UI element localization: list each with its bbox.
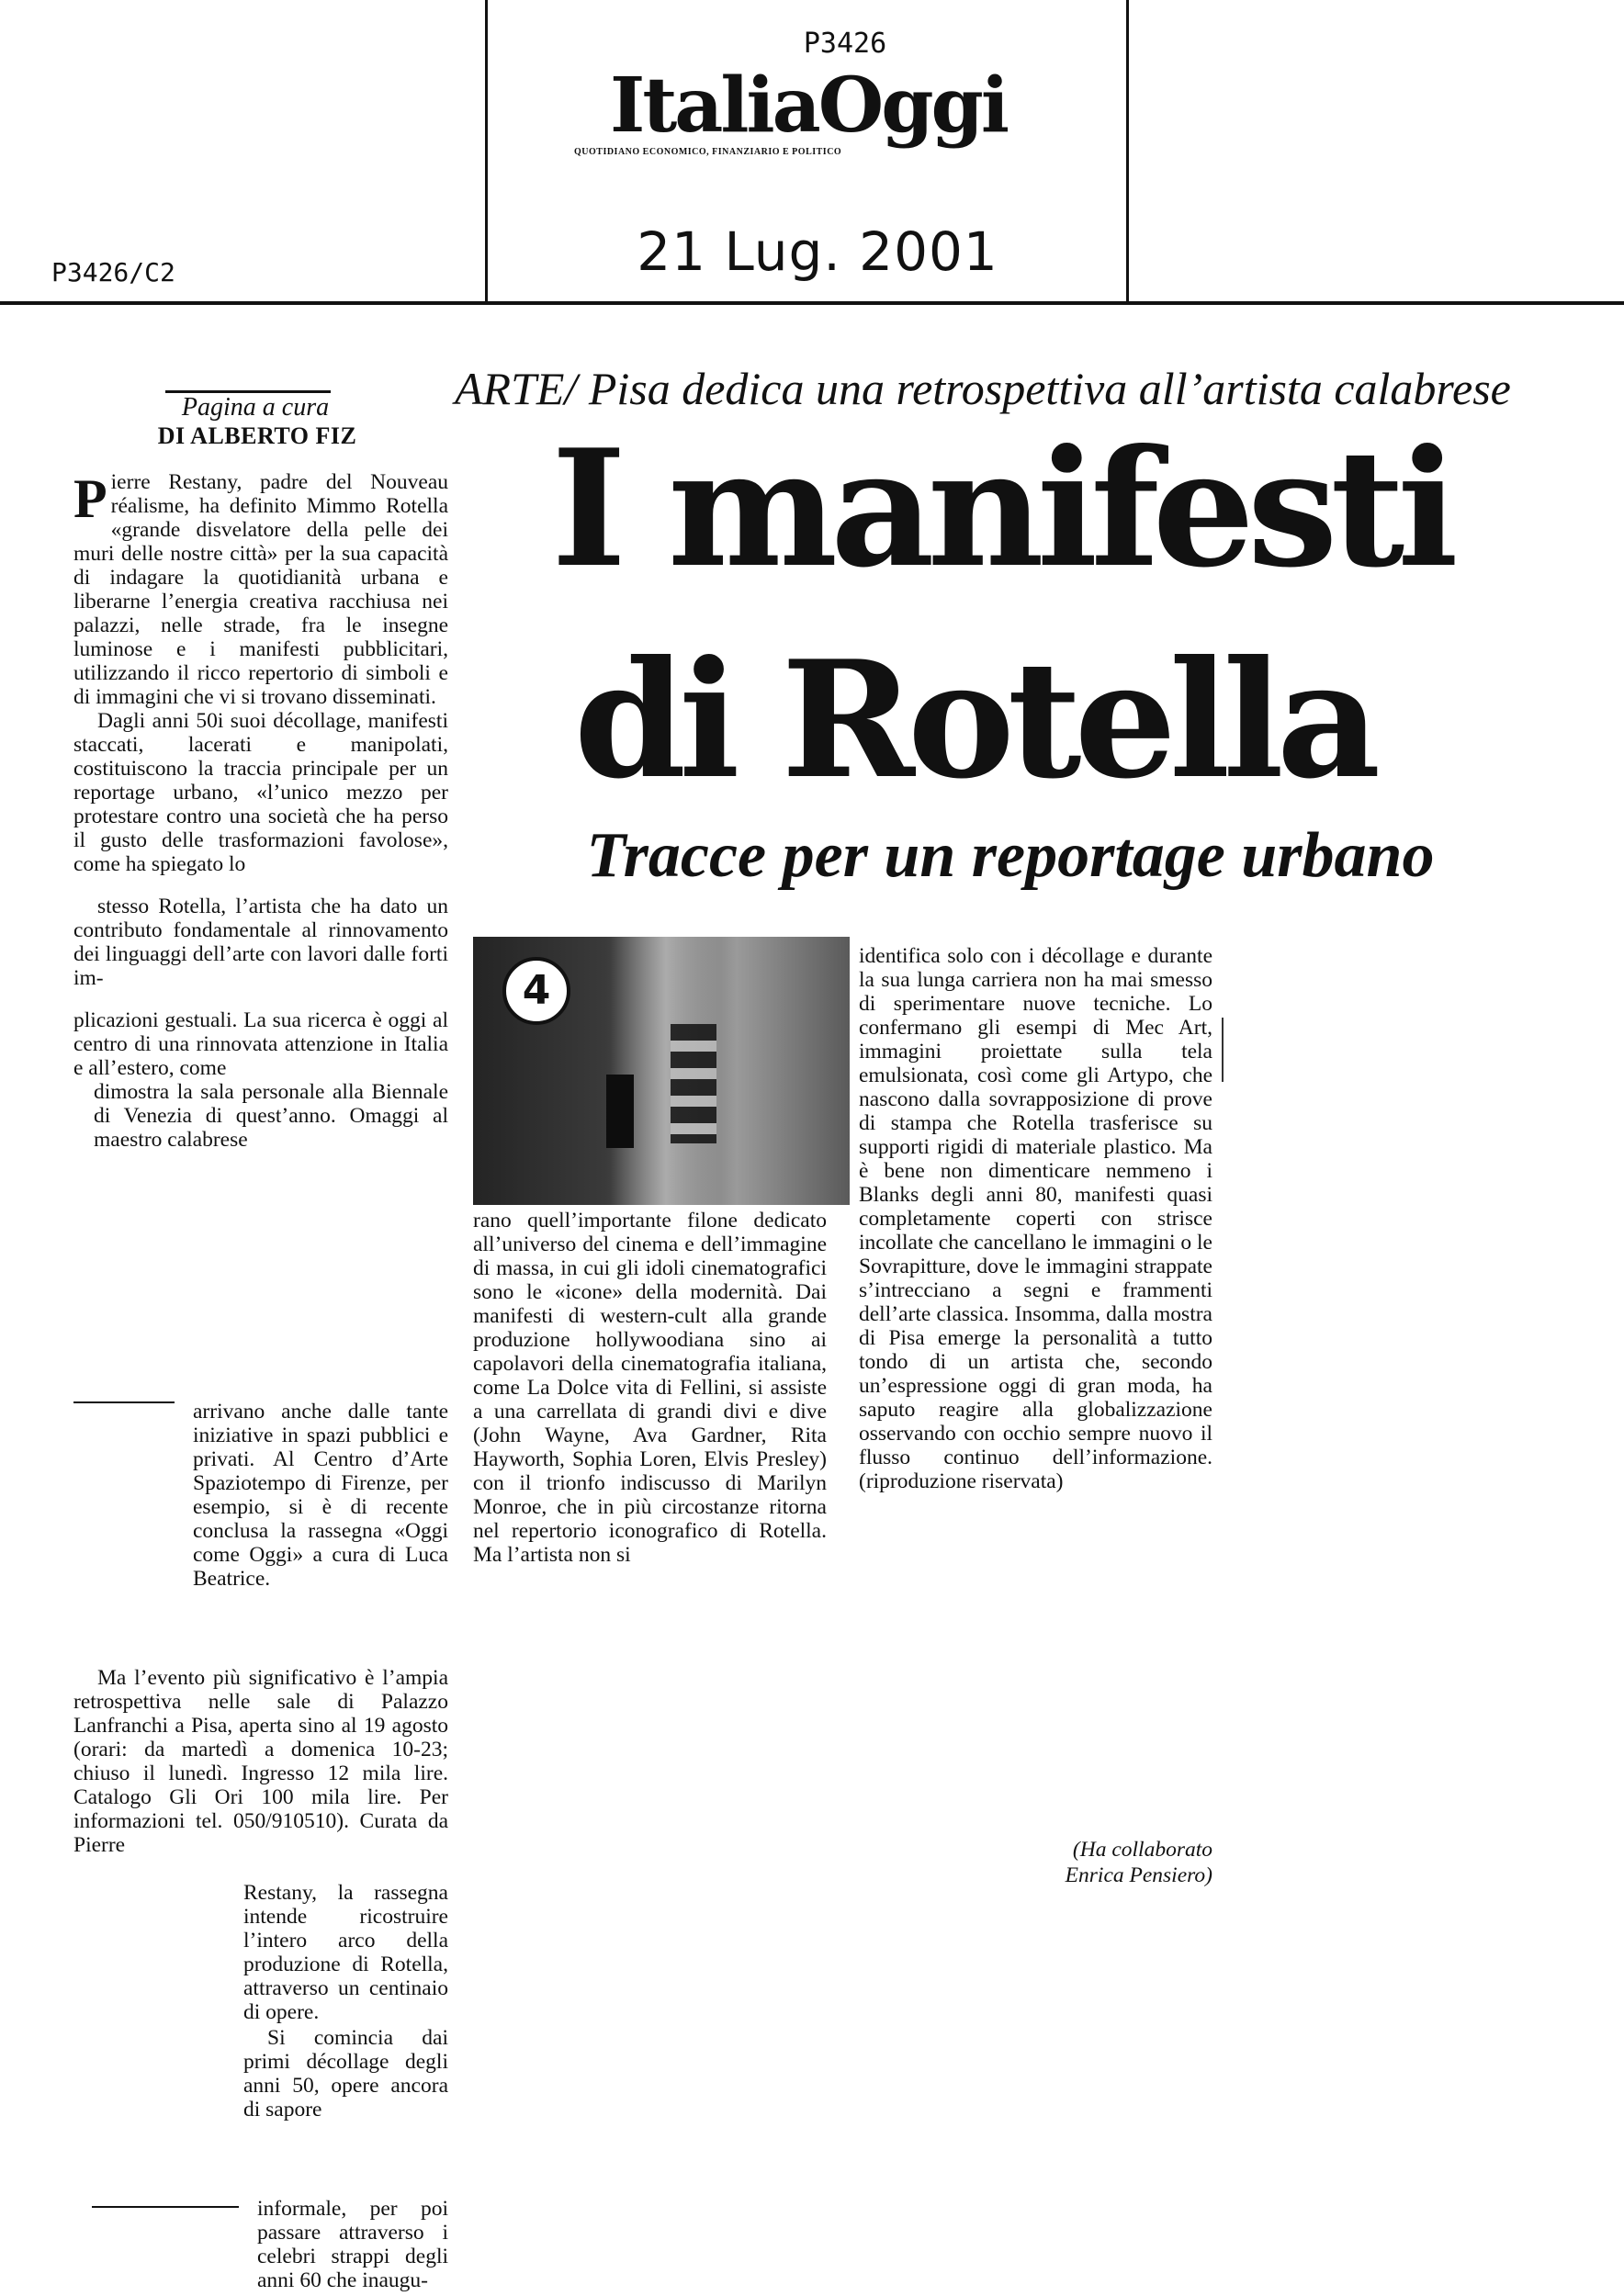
newspaper-logo: ItaliaOggi (609, 62, 1008, 150)
header-divider-left (485, 0, 488, 303)
paragraph: Ma l’evento più significativo è l’ampia retrospettiva nelle sale di Palazzo Lanfranchi a Pisa, aperta sino al 19 agosto (orari: da martedì a domenica 10-23; chiuso il lunedì. Ingresso 12 mila lire. Catalogo Gli Ori 100 mila lire. Per informazioni tel. 050/910510). Curata da Pierre (73, 1666, 448, 1857)
photo-shadow-shape (606, 1075, 634, 1148)
article-kicker: ARTE/ Pisa dedica una retrospettiva all’artista calabrese (455, 363, 1511, 414)
column-2 (473, 1209, 827, 1567)
credit (974, 1837, 1212, 1888)
article-title-line1: I manifesti (551, 415, 1451, 603)
paragraph: stesso Rotella, l’artista che ha dato un contributo fondamentale al rinnovamento dei linguaggi dell’arte con lavori dalle forti im- (73, 895, 448, 990)
paragraph: Pierre Restany, padre del Nouveau réalisme, ha definito Mimmo Rotella «grande disvelatore della pelle dei muri delle nostre città» per la sua capacità di indagare la quotidianità urbana e liberarne l’energia creativa racchiusa nei palazzi, nelle strade, fra le insegne luminose e i manifesti pubblicitari, utilizzando il ricco repertorio di simboli e di immagini che vi si trovano disseminati. (73, 468, 448, 709)
byline-label: Pagina a cura (181, 393, 330, 422)
paragraph: informale, per poi passare attraverso i celebri strappi degli anni 60 che inaugu- (257, 2197, 448, 2292)
column-1-end (101, 2197, 448, 2292)
newspaper-tagline: QUOTIDIANO ECONOMICO, FINANZIARIO E POLITICO (574, 147, 842, 157)
column-3-margin-mark (1222, 1018, 1224, 1082)
dropcap: P (73, 468, 107, 529)
column-1-indented (193, 1400, 448, 1591)
article-title-line2: di Rotella (573, 626, 1374, 815)
column-3 (859, 944, 1212, 1493)
paragraph: Restany, la rassegna intende ricostruire l’intero arco della produzione di Rotella, attraverso un centinaio di opere. (243, 1881, 448, 2024)
credit-line2: Enrica Pensiero) (1065, 1863, 1212, 1887)
paragraph: plicazioni gestuali. La sua ricerca è oggi al centro di una rinnovata attenzione in Italia e all’estero, come (73, 1008, 448, 1080)
archive-code-left: P3426/C2 (51, 257, 175, 287)
paragraph: identifica solo con i décollage e durante la sua lunga carriera non ha mai smesso di sperimentare nuove tecniche. Lo confermano gli esempi di Mec Art, immagini proiettate sulla tela emulsionata, così come gli Artypo, che nascono dalla sovrapposizione di prove di stampa che Rotella trasferisce su supporti rigidi di materiale plastico. Ma è bene non dimenticare nemmeno i Blanks degli anni 80, manifesti quasi completamente coperti con strisce incollate che cancellano le immagini o le Sovrapitture, dove le immagini strappate s’intrecciano a segni e frammenti dell’arte classica. Insomma, dalla mostra di Pisa emerge la personalità a tutto tondo di un artista che, secondo un’espressione oggi di gran moda, ha saputo reagire alla globalizzazione osservando con occhio sempre nuovo il flusso continuo dell’informazione. (riproduzione riservata) (859, 944, 1212, 1493)
byline-author: DI ALBERTO FIZ (157, 422, 357, 449)
paragraph: Dagli anni 50i suoi décollage, manifesti staccati, lacerati e manipolati, costituiscono la traccia principale per un reportage urbano, «l’unico mezzo per protestare contro una società che ha perso il gusto delle trasformazioni favolose», come ha spiegato lo (73, 709, 448, 876)
credit-line1: (Ha collaborato (1072, 1838, 1212, 1862)
article-subtitle: Tracce per un reportage urbano (586, 820, 1435, 891)
header-rule (0, 301, 1624, 305)
column-1 (73, 470, 448, 1152)
header-divider-right (1126, 0, 1129, 303)
photo-number-badge: 4 (502, 957, 570, 1025)
archive-code-top: P3426 (803, 28, 887, 60)
paragraph: dimostra la sala personale alla Biennale di Venezia di quest’anno. Omaggi al maestro calabrese (94, 1080, 448, 1152)
paragraph: Si comincia dai primi décollage degli anni 50, opere ancora di sapore (243, 2026, 448, 2122)
publication-date: 21 Lug. 2001 (637, 220, 998, 283)
article-photo (473, 937, 850, 1205)
column-1-rule-a (73, 1401, 175, 1403)
photo-poster-strip (671, 1024, 716, 1143)
column-1-bottom (73, 1666, 448, 1857)
column-1-narrow (243, 1881, 448, 2122)
paragraph: rano quell’importante filone dedicato all’universo del cinema e dell’immagine di massa, in cui gli idoli cinematografici sono le «icone» della modernità. Dai manifesti di western-cult alla grande produzione hollywoodiana sino ai capolavori della cinematografia italiana, come La Dolce vita di Fellini, si assiste a una carrellata di grandi divi e dive (John Wayne, Ava Gardner, Rita Hayworth, Sophia Loren, Elvis Presley) con il trionfo indiscusso di Marilyn Monroe, che in più circostanze ritorna nel repertorio iconografico di Rotella. Ma l’artista non si (473, 1209, 827, 1567)
paragraph: arrivano anche dalle tante iniziative in spazi pubblici e privati. Al Centro d’Arte Spaziotempo di Firenze, per esempio, si è di recente conclusa la rassegna «Oggi come Oggi» a cura di Luca Beatrice. (193, 1400, 448, 1591)
